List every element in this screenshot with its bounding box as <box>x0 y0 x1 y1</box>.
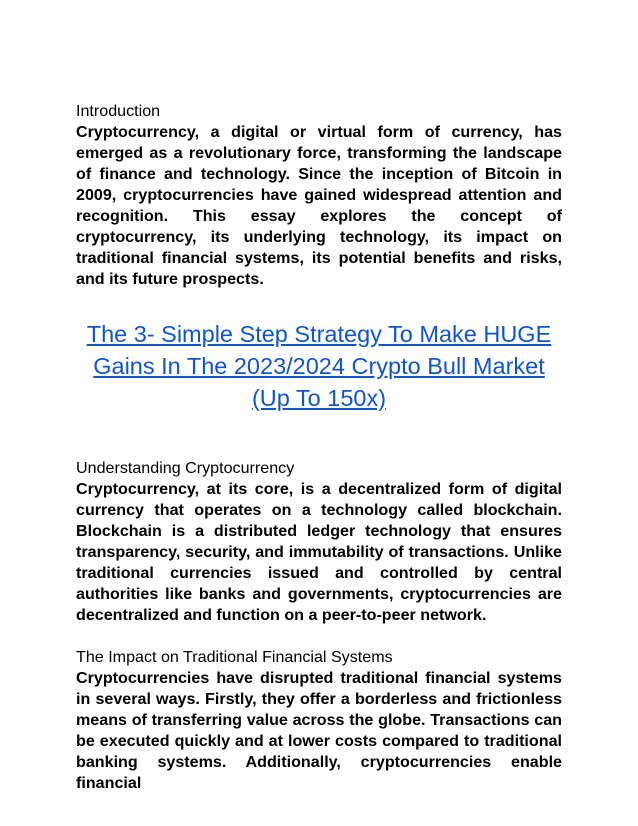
intro-heading: Introduction <box>76 102 161 120</box>
promo-link[interactable]: The 3- Simple Step Strategy To Make HUGE Gains In The 2023/2024 Crypto Bull Market (Up To 150x) <box>86 321 552 411</box>
promo-link-container <box>76 318 562 414</box>
intro-paragraph: Cryptocurrency, a digital or virtual form of currency, has emerged as a revolutionary force, transforming the landscape of finance and technology. Since the inception of Bitcoin in 2009, cryptocurrencies have gained widespread attention and recognition. This essay explores the concept of cryptocurrency, its underlying technology, its impact on traditional financial systems, its potential benefits and risks, and its future prospects. <box>76 123 562 288</box>
document-content <box>76 101 562 794</box>
impact-paragraph: Cryptocurrencies have disrupted traditional financial systems in several ways. Firstly, they offer a borderless and frictionless means of transferring value across the globe. Transactions can be executed quickly and at lower costs compared to traditional banking systems. Additionally, cryptocurrencies enable financial <box>76 669 562 792</box>
spacer <box>76 626 562 647</box>
spacer <box>76 414 562 458</box>
impact-heading: The Impact on Traditional Financial Systems <box>76 648 393 666</box>
understanding-heading: Understanding Cryptocurrency <box>76 459 295 477</box>
understanding-paragraph: Cryptocurrency, at its core, is a decentralized form of digital currency that operates on a technology called blockchain. Blockchain is a distributed ledger technology that ensures transparency, security, and immutability of transactions. Unlike traditional currencies issued and controlled by central authorities like banks and governments, cryptocurrencies are decentralized and function on a peer-to-peer network. <box>76 480 562 624</box>
